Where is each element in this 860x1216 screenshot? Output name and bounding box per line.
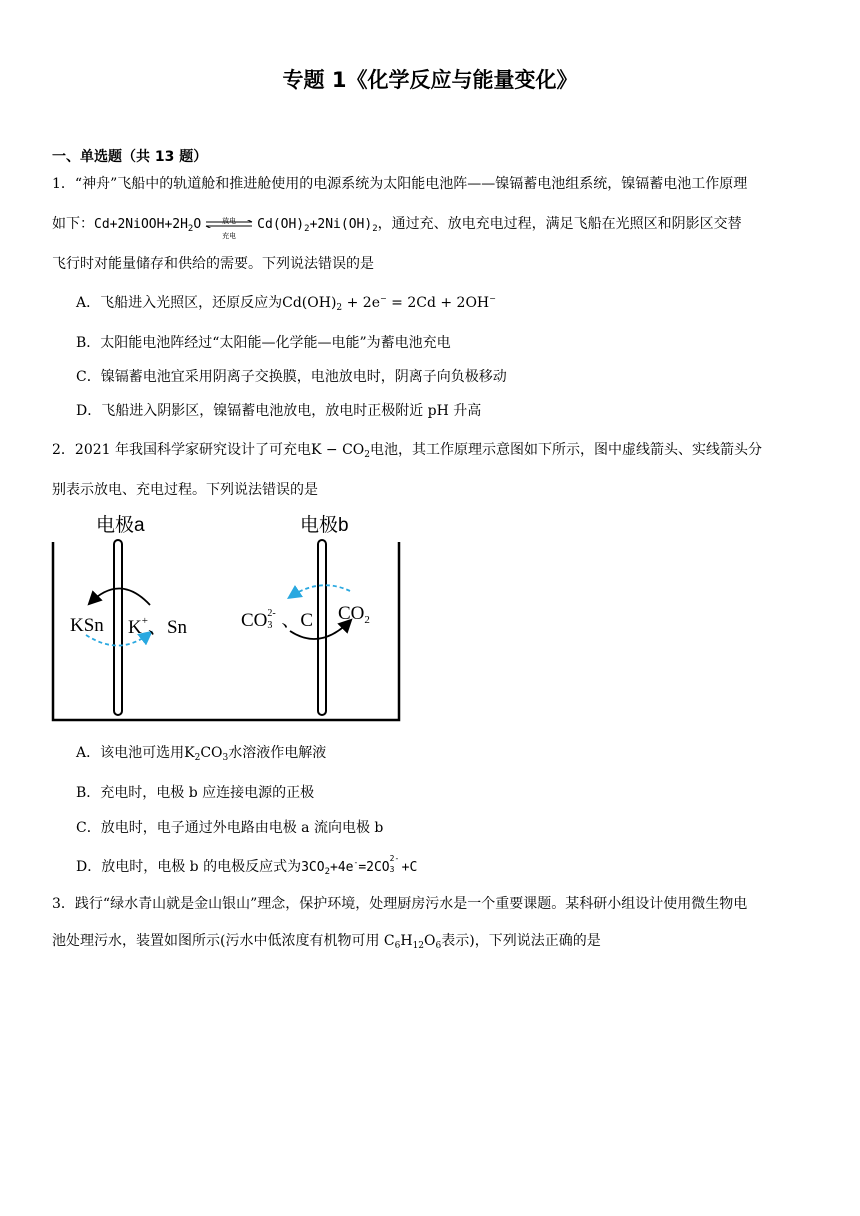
q1-option-a[interactable]: A．飞船进入光照区，还原反应为$Cd(OH)_2 + 2e^- = 2Cd + 2OH^-$	[76, 294, 496, 313]
q1-option-d[interactable]: D．飞船进入阴影区，镍镉蓄电池放电，放电时正极附近 pH 升高	[76, 403, 482, 419]
q3-stem-line1: 3．践行“绿水青山就是金山银山”理念，保护环境，处理厨房污水是一个重要课题。某科研小组设计使用微生物电	[52, 896, 748, 912]
co2-label: $CO_2$	[338, 603, 370, 626]
q1-option-c[interactable]: C．镍镉蓄电池宜采用阴离子交换膜，电池放电时，阴离子向负极移动	[76, 369, 507, 385]
q1-stem-line2: 如下：$Cd+2NiOOH+2H_2O$ 放电 充电 $Cd(OH)_2+2Ni(OH)_2$，通过充、放电充电过程，满足飞船在光照区和阴影区交替	[52, 216, 742, 240]
q2-option-a[interactable]: A．该电池可选用$K_2CO_3$水溶液作电解液	[76, 745, 327, 763]
electrode-b-label: 电极b	[300, 515, 349, 536]
q1-stem-line3: 飞行时对能量储存和供给的需要。下列说法错误的是	[52, 256, 374, 272]
q2-option-b[interactable]: B．充电时，电极 b 应连接电源的正极	[76, 785, 315, 801]
q3-stem-line2: 池处理污水，装置如图所示(污水中低浓度有机物可用 $C_6H_{12}O_6$表示)，下列说法正确的是	[52, 933, 601, 951]
q1-equation: $Cd+2NiOOH+2H_2O$	[94, 217, 202, 234]
q1-stem-line1: 1．“神舟”飞船中的轨道舱和推进舱使用的电源系统为太阳能电池阵——镍镉蓄电池组系统，镍镉蓄电池工作原理	[52, 176, 748, 192]
page-title: 专题 1《化学反应与能量变化》	[282, 68, 578, 92]
ksn-label: KSn	[70, 615, 104, 636]
co3-c-label: CO 2- 3 、C	[241, 608, 314, 631]
electrolyte-container	[53, 542, 399, 720]
q2-option-c[interactable]: C．放电时，电子通过外电路由电极 a 流向电极 b	[76, 820, 384, 836]
electrode-b-rod	[318, 540, 326, 715]
q2-stem-line1: 2．2021 年我国科学家研究设计了可充电$K - CO_2$电池，其工作原理示意图如下所示，图中虚线箭头、实线箭头分	[52, 442, 763, 460]
k-sn-label: K+、Sn	[128, 615, 188, 638]
q2-stem-line2: 别表示放电、充电过程。下列说法错误的是	[52, 482, 318, 498]
q1-option-b[interactable]: B．太阳能电池阵经过“太阳能—化学能—电能”为蓄电池充电	[76, 335, 451, 351]
electrode-a-label: 电极a	[96, 515, 145, 536]
reversible-arrow-icon: 放电 充电	[204, 214, 254, 234]
section-heading: 一、单选题（共 13 题）	[52, 149, 208, 165]
electrode-a-rod	[114, 540, 122, 715]
q2-option-d[interactable]: D．放电时，电极 b 的电极反应式为$3CO_2+4e^-=2CO$ 2- 3 +C	[76, 854, 418, 877]
